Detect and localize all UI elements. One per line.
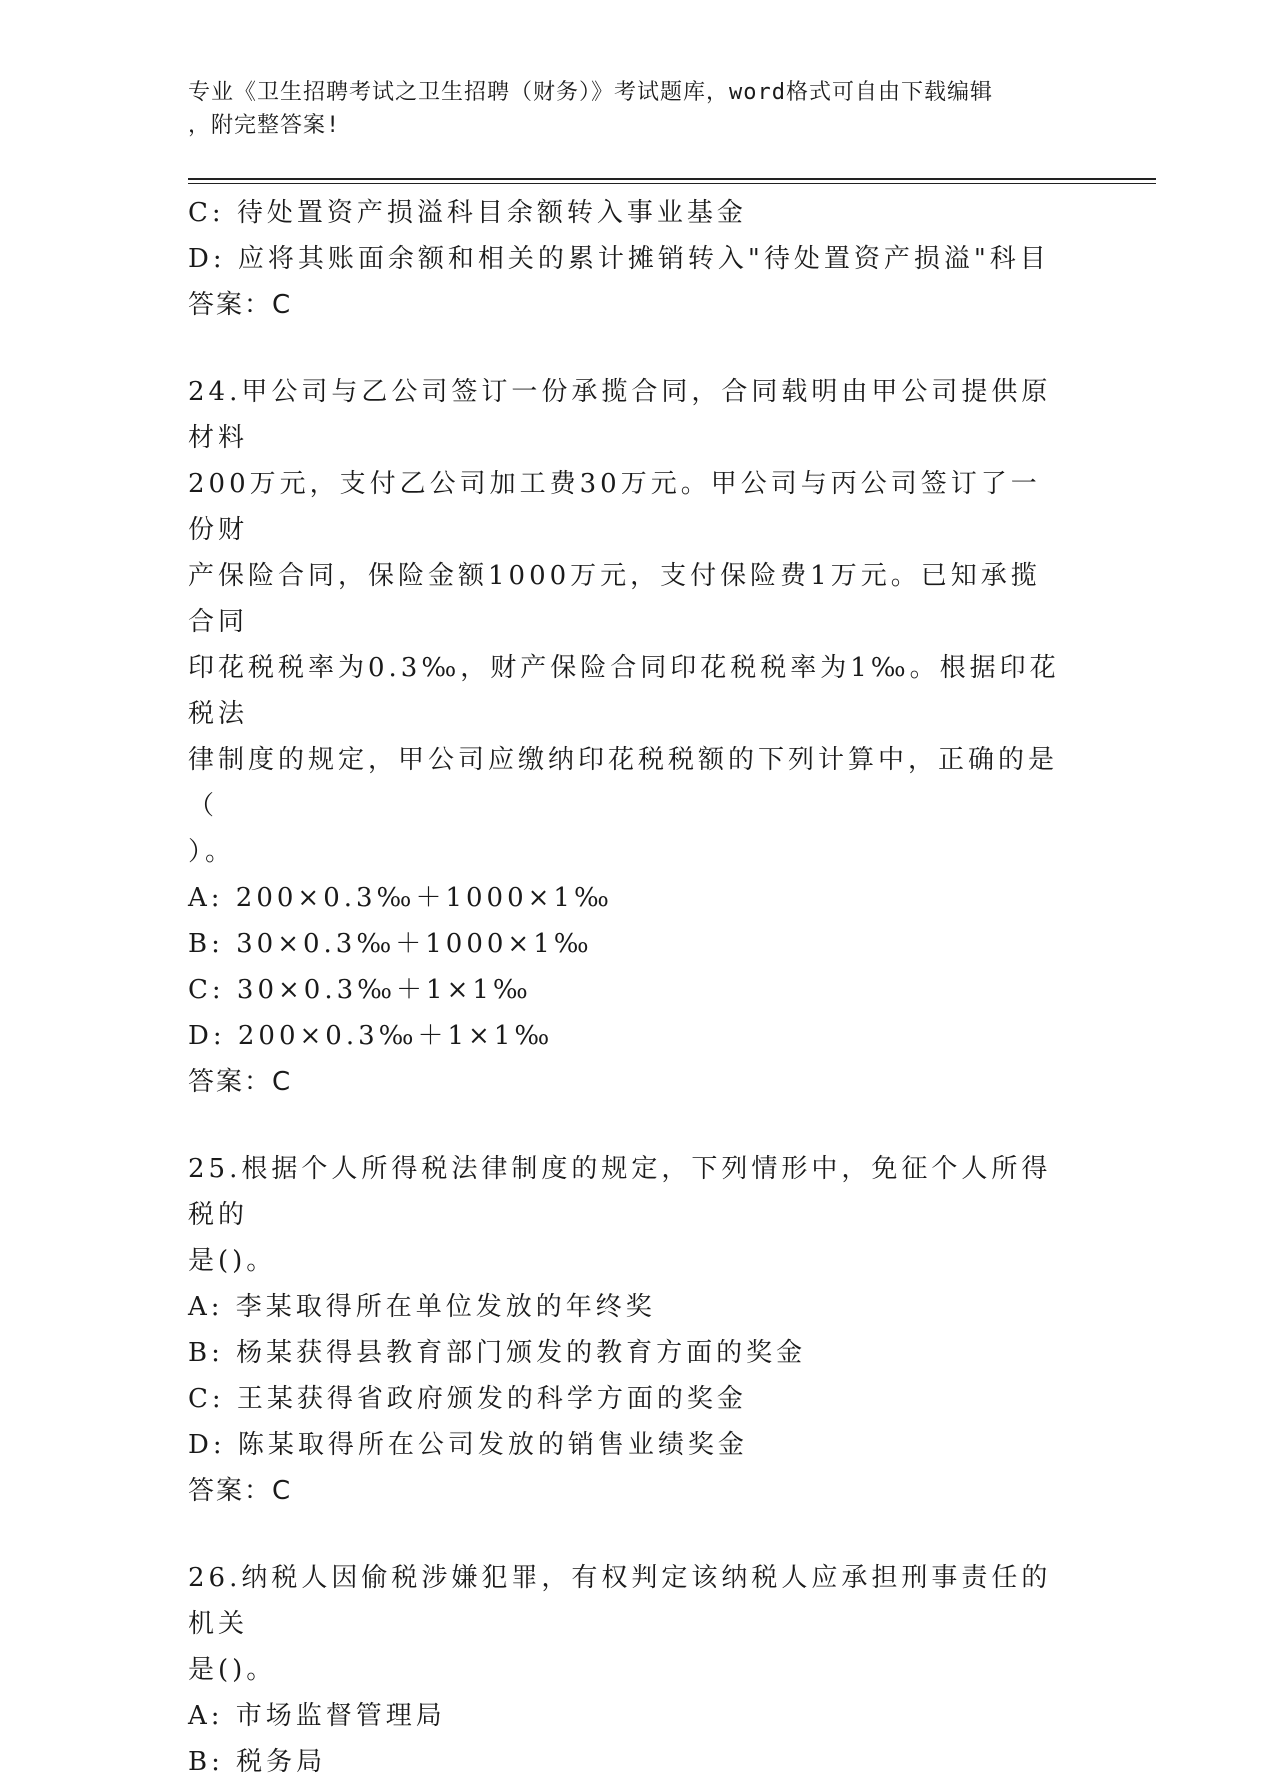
question-stem xyxy=(188,369,1068,875)
option-a: A: 市场监督管理局 xyxy=(188,1701,446,1731)
stem-line: 26.纳税人因偷税涉嫌犯罪，有权判定该纳税人应承担刑事责任的机关 xyxy=(188,1563,1052,1639)
question-24 xyxy=(188,369,1088,1105)
question-23-tail xyxy=(188,190,1088,328)
answer-line: 答案：C xyxy=(188,1067,293,1097)
answer-line: 答案：C xyxy=(188,1476,293,1506)
stem-line: 25.根据个人所得税法律制度的规定，下列情形中，免征个人所得税的 xyxy=(188,1154,1052,1230)
question-stem xyxy=(188,1555,1068,1693)
document-body xyxy=(188,190,1088,1785)
option-d: D: 200×0.3‰＋1×1‰ xyxy=(188,1021,554,1051)
stem-line: 产保险合同，保险金额1000万元，支付保险费1万元。已知承揽合同 xyxy=(188,561,1041,637)
stem-line: 律制度的规定，甲公司应缴纳印花税税额的下列计算中，正确的是（ xyxy=(188,745,1059,821)
question-stem xyxy=(188,1146,1068,1284)
option-a: A: 200×0.3‰＋1000×1‰ xyxy=(188,883,613,913)
document-header xyxy=(188,76,1088,142)
stem-line: 24.甲公司与乙公司签订一份承揽合同，合同载明由甲公司提供原材料 xyxy=(188,377,1052,453)
question-25 xyxy=(188,1146,1088,1514)
option-d: D: 陈某取得所在公司发放的销售业绩奖金 xyxy=(188,1430,748,1460)
stem-line: 是()。 xyxy=(188,1246,277,1276)
option-b: B: 杨某获得县教育部门颁发的教育方面的奖金 xyxy=(188,1338,807,1368)
header-divider-thin xyxy=(188,183,1156,184)
option-c: C: 待处置资产损溢科目余额转入事业基金 xyxy=(188,198,747,228)
header-divider-thick xyxy=(188,178,1156,180)
header-line-1: 专业《卫生招聘考试之卫生招聘（财务）》考试题库，word格式可自由下载编辑 xyxy=(188,80,993,105)
stem-line: 是()。 xyxy=(188,1655,277,1685)
header-line-2: ，附完整答案! xyxy=(188,113,341,138)
question-26 xyxy=(188,1555,1088,1785)
stem-line: 200万元，支付乙公司加工费30万元。甲公司与丙公司签订了一份财 xyxy=(188,469,1041,545)
option-b: B: 30×0.3‰＋1000×1‰ xyxy=(188,929,593,959)
option-c: C: 王某获得省政府颁发的科学方面的奖金 xyxy=(188,1384,747,1414)
answer-line: 答案：C xyxy=(188,290,293,320)
stem-line: ）。 xyxy=(188,837,236,867)
option-d: D: 应将其账面余额和相关的累计摊销转入"待处置资产损溢"科目 xyxy=(188,244,1050,274)
option-a: A: 李某取得所在单位发放的年终奖 xyxy=(188,1292,656,1322)
stem-line: 印花税税率为0.3‰，财产保险合同印花税税率为1‰。根据印花税法 xyxy=(188,653,1060,729)
option-b: B: 税务局 xyxy=(188,1747,327,1777)
option-c: C: 30×0.3‰＋1×1‰ xyxy=(188,975,532,1005)
